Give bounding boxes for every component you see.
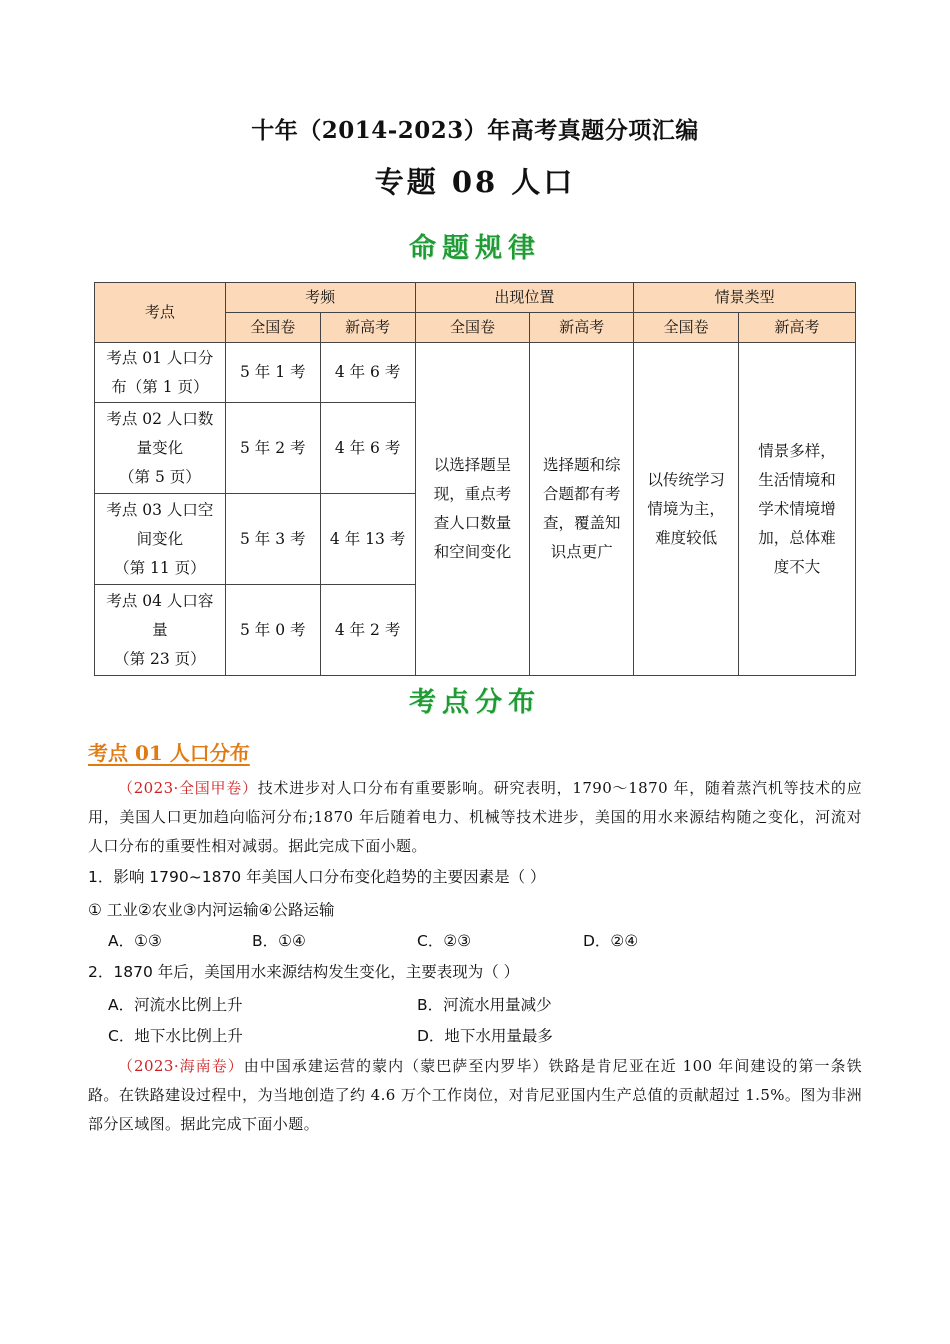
header-scenario: 情景类型 [634,283,856,313]
question-1-option-d: D．②④ [583,932,639,950]
question-1-option-a: A．①③ [108,932,162,950]
passage-source: （2023·全国甲卷） [118,779,258,797]
section-heading: 考点 01 人口分布 [88,741,250,765]
passage-1 [88,774,862,861]
scene-xingaokao-cell: 情景多样， 生活情境和 学术情境增 加，总体难 度不大 [739,343,856,676]
question-2-option-d: D．地下水用量最多 [417,1027,553,1045]
kaodian-cell: 考点 04 人口容 量 （第 23 页） [95,585,226,676]
kaopin-quanguo-cell: 5 年 1 考 [225,343,320,403]
position-quanguo-cell: 以选择题呈 现，重点考 查人口数量 和空间变化 [415,343,530,676]
question-2-option-c: C．地下水比例上升 [108,1027,243,1045]
question-2-option-b: B．河流水用量减少 [417,996,552,1014]
question-1-stem: 1．影响 1790~1870 年美国人口分布变化趋势的主要因素是（ ） [88,868,546,886]
kaopin-xingaokao-cell: 4 年 2 考 [320,585,415,676]
kaopin-quanguo-cell: 5 年 0 考 [225,585,320,676]
kaopin-xingaokao-cell: 4 年 6 考 [320,403,415,494]
passage-text: 技术进步对人口分布有重要影响。研究表明，1790～1870 年，随着蒸汽机等技术的应用，美国人口更加趋向临河分布;1870 年后随着电力、机械等技术进步，美国的用水来源结构随之变化，河流对人口分布的重要性相对减弱。据此完成下面小题。 [88,779,862,855]
question-1-option-c: C．②③ [417,932,472,950]
table-header-row [95,283,856,313]
question-2-option-a: A．河流水比例上升 [108,996,243,1014]
passage-2 [88,1052,862,1139]
overview-table [94,282,856,676]
subheader-xingaokao: 新高考 [530,313,634,343]
scene-quanguo-cell: 以传统学习 情境为主， 难度较低 [634,343,739,676]
header-kaodian: 考点 [95,283,226,343]
kaopin-xingaokao-cell: 4 年 6 考 [320,343,415,403]
subheader-xingaokao: 新高考 [320,313,415,343]
question-1-option-b: B．①④ [252,932,306,950]
main-title: 十年（2014-2023）年高考真题分项汇编 [251,117,699,144]
distribution-heading: 考点分布 [409,687,541,718]
question-1-items: ① 工业②农业③内河运输④公路运输 [88,901,335,919]
header-kaopin: 考频 [225,283,415,313]
subheader-quanguo: 全国卷 [415,313,530,343]
subheader-xingaokao: 新高考 [739,313,856,343]
header-position: 出现位置 [415,283,634,313]
kaodian-cell: 考点 03 人口空 间变化 （第 11 页） [95,494,226,585]
kaodian-cell: 考点 02 人口数 量变化 （第 5 页） [95,403,226,494]
passage-source: （2023·海南卷） [118,1057,244,1075]
kaopin-xingaokao-cell: 4 年 13 考 [320,494,415,585]
rules-heading: 命题规律 [409,233,541,264]
kaodian-cell: 考点 01 人口分 布（第 1 页） [95,343,226,403]
position-xingaokao-cell: 选择题和综 合题都有考 查，覆盖知 识点更广 [530,343,634,676]
subheader-quanguo: 全国卷 [225,313,320,343]
kaopin-quanguo-cell: 5 年 3 考 [225,494,320,585]
kaopin-quanguo-cell: 5 年 2 考 [225,403,320,494]
question-2-stem: 2．1870 年后，美国用水来源结构发生变化，主要表现为（ ） [88,963,520,981]
topic-title: 专题 08 人口 [374,165,576,199]
subheader-quanguo: 全国卷 [634,313,739,343]
passage-text: 由中国承建运营的蒙内（蒙巴萨至内罗毕）铁路是肯尼亚在近 100 年间建设的第一条铁路。在铁路建设过程中，为当地创造了约 4.6 万个工作岗位，对肯尼亚国内生产总值的贡献超过 1.5%。图为非洲部分区域图。据此完成下面小题。 [88,1057,862,1133]
table-row [95,343,856,403]
